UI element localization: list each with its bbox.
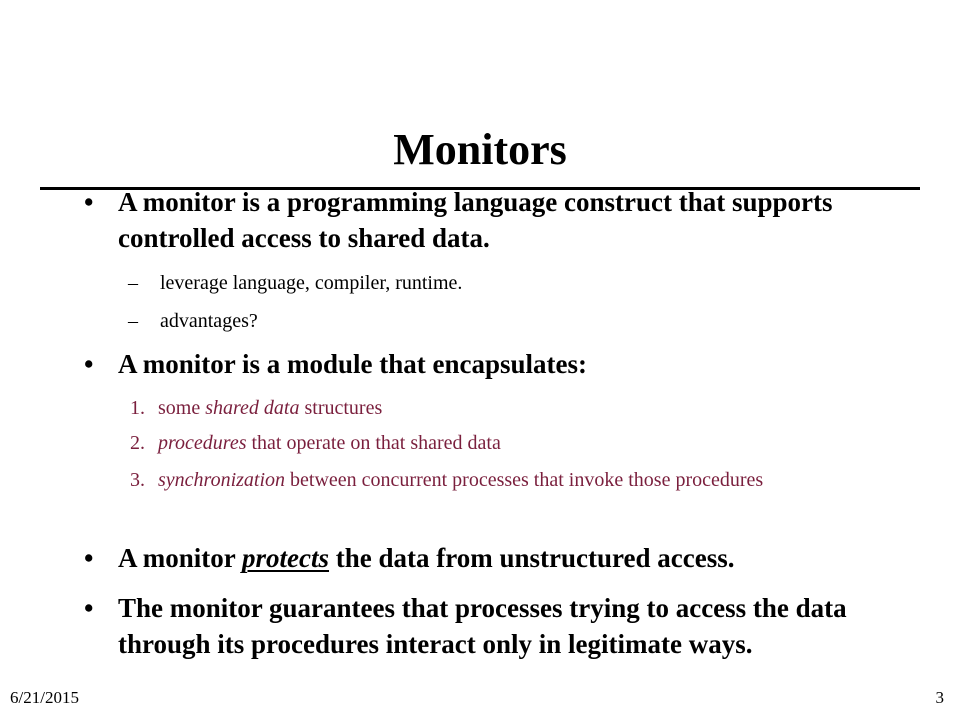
- dash-marker: –: [128, 272, 138, 294]
- bullet-text: A monitor is a module that encapsulates:: [118, 349, 588, 379]
- emphasis: protects: [242, 543, 330, 573]
- bullet-marker: •: [84, 349, 94, 379]
- item-number: 2.: [130, 432, 145, 454]
- emphasis: synchronization: [158, 469, 286, 491]
- item-text: synchronization between concurrent processes that invoke those procedures: [158, 469, 764, 491]
- page-number: 3: [935, 688, 944, 707]
- emphasis: procedures: [158, 432, 247, 454]
- sub-bullet-text: leverage language, compiler, runtime.: [160, 272, 463, 294]
- footer-date: 6/21/2015: [10, 688, 79, 707]
- bullet-marker: •: [84, 187, 94, 217]
- dash-marker: –: [128, 310, 138, 332]
- item-number: 1.: [130, 397, 145, 419]
- item-text: procedures that operate on that shared data: [158, 432, 501, 454]
- emphasis: shared data: [205, 397, 300, 419]
- bullet-text: The monitor guarantees that processes trying to access the data through its procedures interact only in legitimate ways.: [118, 593, 847, 659]
- item-text: some shared data structures: [158, 397, 383, 419]
- bullet-text: A monitor protects the data from unstructured access.: [118, 543, 735, 573]
- bullet-text: A monitor is a programming language construct that supports controlled access to shared data.: [118, 187, 833, 253]
- bullet-marker: •: [84, 593, 94, 623]
- sub-bullet-text: advantages?: [160, 310, 258, 332]
- item-number: 3.: [130, 469, 145, 491]
- slide-title: Monitors: [393, 125, 567, 174]
- bullet-marker: •: [84, 543, 94, 573]
